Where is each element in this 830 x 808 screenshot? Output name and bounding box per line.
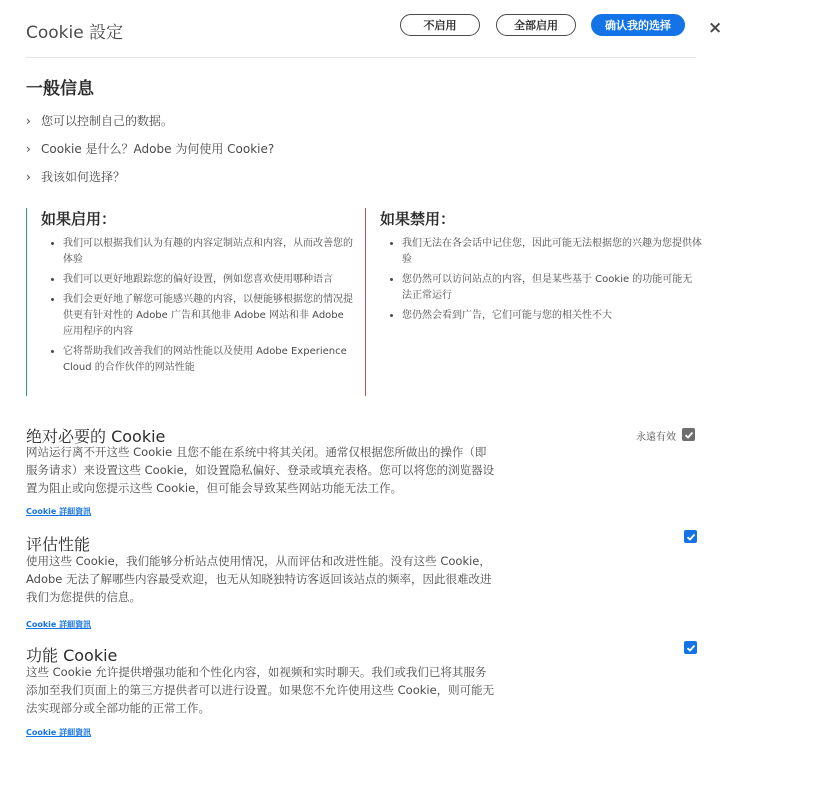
confirm-choices-button[interactable]: 确认我的选择 bbox=[591, 14, 685, 36]
check-icon bbox=[686, 532, 696, 542]
general-info-heading: 一般信息 bbox=[26, 79, 94, 99]
chevron-right-icon: › bbox=[26, 169, 31, 184]
performance-cookies-description: 使用这些 Cookie，我们能够分析站点使用情况，从而评估和改进性能。没有这些 Cookie，Adobe 无法了解哪些内容最受欢迎，也无从知晓独特访客返回该站点的频率，因此很难改进我们为您提供的信息。 bbox=[26, 554, 492, 604]
functional-cookies-details-link[interactable]: Cookie 詳細資訊 bbox=[26, 728, 92, 737]
if-disabled-list bbox=[380, 236, 702, 328]
accept-all-button[interactable]: 全部启用 bbox=[496, 14, 576, 36]
accordion-what-is-cookie[interactable] bbox=[26, 140, 274, 157]
if-enabled-heading: 如果启用： bbox=[41, 210, 117, 228]
functional-checkbox[interactable] bbox=[684, 641, 697, 654]
always-active-label: 永遠有效 bbox=[636, 432, 676, 443]
list-item: • 我们可以更好地跟踪您的偏好设置，例如您喜欢使用哪种语言 bbox=[63, 272, 353, 288]
necessary-cookies-details-link[interactable]: Cookie 詳細資訊 bbox=[26, 507, 92, 516]
close-icon[interactable]: × bbox=[708, 18, 723, 38]
list-item: • 我们无法在各会话中记住您，因此可能无法根据您的兴趣为您提供体验 bbox=[402, 236, 702, 268]
dialog-title: Cookie 設定 bbox=[26, 23, 124, 43]
performance-cookies-title: 评估性能 bbox=[26, 535, 91, 554]
reject-all-button[interactable]: 不启用 bbox=[400, 14, 480, 36]
list-item: • 它将帮助我们改善我们的网站性能以及使用 Adobe Experience Cloud 的合作伙伴的网站性能 bbox=[63, 344, 353, 376]
performance-checkbox[interactable] bbox=[684, 530, 697, 543]
check-icon bbox=[684, 430, 694, 440]
performance-cookies-details-link[interactable]: Cookie 詳細資訊 bbox=[26, 620, 92, 629]
list-item: • 您仍然可以访问站点的内容，但是某些基于 Cookie 的功能可能无法正常运行 bbox=[402, 272, 702, 304]
accordion-label: Cookie 是什么？Adobe 为何使用 Cookie? bbox=[41, 142, 275, 156]
if-disabled-heading: 如果禁用： bbox=[380, 210, 456, 228]
functional-cookies-description: 这些 Cookie 允许提供增强功能和个性化内容，如视频和实时聊天。我们或我们已将其服务添加至我们页面上的第三方提供者可以进行设置。如果您不允许使用这些 Cookie，则可能无法实现部分或全部功能的正常工作。 bbox=[26, 665, 495, 715]
functional-cookies-title: 功能 Cookie bbox=[26, 646, 118, 665]
if-disabled-column bbox=[365, 208, 702, 396]
if-enabled-list bbox=[41, 236, 353, 380]
accordion-how-to-choose[interactable] bbox=[26, 168, 125, 185]
list-item: • 我们可以根据我们认为有趣的内容定制站点和内容，从而改善您的体验 bbox=[63, 236, 353, 268]
header-divider bbox=[26, 57, 696, 58]
accordion-control-data[interactable] bbox=[26, 112, 173, 129]
necessary-cookies-description: 网站运行离不开这些 Cookie 且您不能在系统中将其关闭。通常仅根据您所做出的操作（即服务请求）来设置这些 Cookie，如设置隐私偏好、登录或填充表格。您可以将您的浏览器设置为阻止或向您提示这些 Cookie，但可能会导致某些网站功能无法工作。 bbox=[26, 445, 495, 495]
chevron-right-icon: › bbox=[26, 141, 31, 156]
accordion-label: 我该如何选择？ bbox=[41, 170, 126, 184]
list-item: • 我们会更好地了解您可能感兴趣的内容，以便能够根据您的情况提供更有针对性的 Adobe 广告和其他非 Adobe 网站和非 Adobe 应用程序的内容 bbox=[63, 292, 353, 340]
check-icon bbox=[686, 643, 696, 653]
necessary-checkbox bbox=[682, 428, 695, 441]
list-item: • 您仍然会看到广告，它们可能与您的相关性不大 bbox=[402, 308, 702, 324]
if-enabled-column bbox=[26, 208, 357, 396]
necessary-cookies-title: 绝对必要的 Cookie bbox=[26, 427, 166, 446]
accordion-label: 您可以控制自己的数据。 bbox=[41, 114, 174, 128]
chevron-right-icon: › bbox=[26, 113, 31, 128]
